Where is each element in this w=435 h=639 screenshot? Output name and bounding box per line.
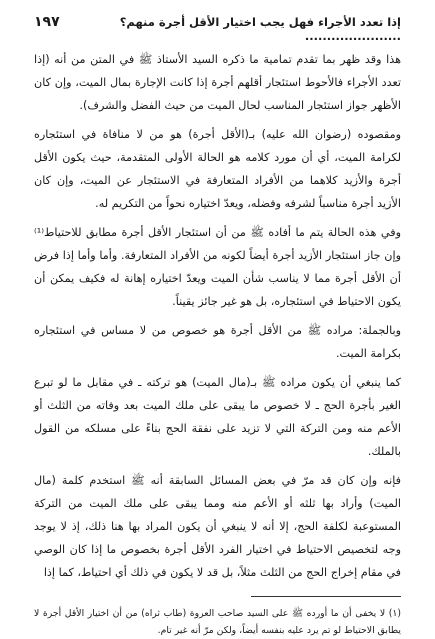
paragraph: وبالجملة: مراده ﷺ من الأقل أجرة هو خصوص من لا مساس في استئجاره بكرامة الميت. <box>34 324 401 360</box>
running-title: إذا تعدد الأجراء فهل يجب اختيار الأقل أجرة منهم؟ ...................... <box>119 15 401 43</box>
paragraph: ومقصوده (رضوان الله عليه) بـ(الأقل أجرة) هو من لا منافاة في استئجاره لكرامة الميت، أي أن مورد كلامه هو الحالة الأولى المتقدمة، حيث يكون الأقل أجرة والأزيد كلاهما من الأفراد المتعارفة في الاستئجار عن الميت، وإن كان الأزيد أجرة مناسباً لشرفه وفضله، ويعدّ اختياره نحواً من التكريم له. <box>34 128 401 210</box>
footnote-divider <box>251 596 401 597</box>
main-text <box>34 48 401 584</box>
footnote: (١) لا يخفى أن ما أورده ﷺ على السيد صاحب العروة (طاب ثراه) من أن اختيار الأقل أجرة لا يطابق الاحتياط لو تم يرد عليه بنفسه أيضاً، ولكن مرّ أنه غير تام. <box>34 608 401 636</box>
paragraph: كما ينبغي أن يكون مراده ﷺ بـ(مال الميت) هو تركته ـ في مقابل ما لو تبرع الغير بأجرة الحج ـ لا خصوص ما يبقى على ملك الميت بعد وفاته من الثلث أو الأعم منه ومن التركة التي لا تزيد على نفقة الحج بناءً على مسلكه من القول بالملك. <box>34 376 401 458</box>
paragraph: وفي هذه الحالة يتم ما أفاده ﷺ من أن استئجار الأقل أجرة مطابق للاحتياط⁽¹⁾ وإن جاز استئجار الأزيد أجرة أيضاً لكونه من الأفراد المتعارفة. وأما وأما إذا فرض أن الأقل أجرة مما لا يناسب شأن الميت ويعدّ اختياره إهانة له فكيف يمكن أن يكون الاحتياط في استئجاره، بل هو غير جائز يقيناً. <box>34 226 401 308</box>
paragraph: فإنه وإن كان قد مرّ في بعض المسائل السابقة أنه ﷺ استخدم كلمة (مال الميت) وأراد بها ثلثه أو الأعم منه ومما يبقى على ملك الميت من التركة المستوعبة لكلفة الحج، إلا أنه لا ينبغي أن يكون المراد بها هنا ذلك، إذ لا يوجد وجه لتخصيص الاحتياط في اختيار الفرد الأقل أجرة بخصوص ما إذا كان الوصي في مقام إخراج الحج من الثلث مثلاً، بل قد لا يكون في ذلك أي احتياط، كما إذا <box>34 474 401 579</box>
page-header <box>34 14 401 43</box>
paragraph: هذا وقد ظهر بما تقدم تمامية ما ذكره السيد الأستاذ ﷺ في المتن من أنه (إذا تعدد الأجراء فالأحوط استئجار أقلهم أجرة إذا كانت الإجارة بمال الميت، وإن كان الأظهر جواز استئجار المناسب لحال الميت من حيث الفضل والشرف). <box>34 53 401 112</box>
page-number: ١٩٧ <box>34 14 60 30</box>
